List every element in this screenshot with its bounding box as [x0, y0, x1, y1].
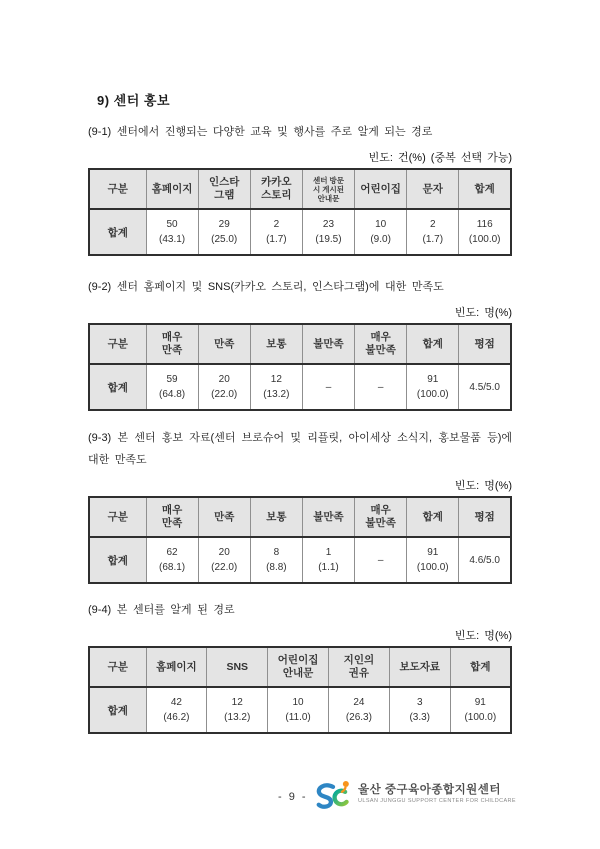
data-cell: 24 (26.3) [328, 687, 389, 733]
column-header-cell: 센터 방문 시 게시된 안내문 [302, 169, 354, 209]
column-header-cell: 불만족 [302, 497, 354, 537]
column-header-cell: 만족 [198, 497, 250, 537]
data-cell: – [355, 364, 407, 410]
subsection-9-4 [88, 599, 512, 734]
table-9-4 [88, 646, 512, 734]
table-9-1 [88, 168, 512, 256]
subsection-label: (9-2) 센터 홈페이지 및 SNS(카카오 스토리, 인스타그램)에 대한 만족도 [88, 281, 444, 293]
data-cell: 2 (1.7) [250, 209, 302, 255]
data-cell: 4.5/5.0 [459, 364, 511, 410]
column-header-cell: 매우 불만족 [355, 324, 407, 364]
section-heading: 9) 센터 홍보 [97, 93, 171, 108]
data-cell: – [302, 364, 354, 410]
data-cell: 4.6/5.0 [459, 537, 511, 583]
column-header-cell: 지인의 권유 [328, 647, 389, 687]
data-cell: 91 (100.0) [407, 537, 459, 583]
data-cell: 29 (25.0) [198, 209, 250, 255]
data-table [88, 646, 512, 734]
column-header-cell: 매우 만족 [146, 324, 198, 364]
org-logo [313, 778, 516, 810]
column-header-cell: 홈페이지 [146, 647, 207, 687]
org-name-block [358, 783, 516, 805]
frequency-note: 빈도: 명(%) [454, 307, 512, 319]
data-cell: 23 (19.5) [302, 209, 354, 255]
data-cell: 50 (43.1) [146, 209, 198, 255]
table-9-2 [88, 323, 512, 411]
data-cell: 10 (9.0) [355, 209, 407, 255]
column-header-cell: 합계 [407, 324, 459, 364]
center-swirl-logo-icon [313, 778, 353, 810]
row-label-cell: 합계 [89, 687, 146, 733]
column-header-cell: 인스타 그램 [198, 169, 250, 209]
column-header-cell: 홈페이지 [146, 169, 198, 209]
data-cell: – [355, 537, 407, 583]
data-cell: 8 (8.8) [250, 537, 302, 583]
org-name-korean: 울산 중구육아종합지원센터 [358, 784, 502, 796]
data-cell: 59 (64.8) [146, 364, 198, 410]
data-cell: 3 (3.3) [389, 687, 450, 733]
data-table [88, 496, 512, 584]
data-cell: 10 (11.0) [268, 687, 329, 733]
column-header-cell: 어린이집 [355, 169, 407, 209]
column-header-cell: 만족 [198, 324, 250, 364]
column-header-cell: 합계 [407, 497, 459, 537]
data-table [88, 168, 512, 256]
column-header-cell: 합계 [459, 169, 511, 209]
row-label-cell: 합계 [89, 537, 146, 583]
column-header-cell: 어린이집 안내문 [268, 647, 329, 687]
page-number: - 9 - [278, 791, 308, 803]
data-cell: 2 (1.7) [407, 209, 459, 255]
column-header-cell: 보도자료 [389, 647, 450, 687]
org-name-english: ULSAN JUNGGU SUPPORT CENTER FOR CHILDCARE [358, 798, 516, 804]
column-header-cell: 평점 [459, 497, 511, 537]
table-9-3 [88, 496, 512, 584]
data-cell: 12 (13.2) [207, 687, 268, 733]
column-header-cell: 카카오 스토리 [250, 169, 302, 209]
column-header-cell: 구분 [89, 497, 146, 537]
column-header-cell: 평점 [459, 324, 511, 364]
subsection-label: (9-1) 센터에서 진행되는 다양한 교육 및 행사를 주로 알게 되는 경로 [88, 126, 433, 138]
data-cell: 62 (68.1) [146, 537, 198, 583]
page-footer [0, 776, 600, 821]
data-cell: 91 (100.0) [450, 687, 511, 733]
column-header-cell: 매우 불만족 [355, 497, 407, 537]
column-header-cell: SNS [207, 647, 268, 687]
row-label-cell: 합계 [89, 364, 146, 410]
subsection-label: (9-4) 본 센터를 알게 된 경로 [88, 604, 235, 616]
column-header-cell: 구분 [89, 647, 146, 687]
data-cell: 116 (100.0) [459, 209, 511, 255]
column-header-cell: 구분 [89, 324, 146, 364]
subsection-label: (9-3) 본 센터 홍보 자료(센터 브로슈어 및 리플릿, 아이세상 소식지, 홍보물품 등)에 대한 만족도 [88, 432, 512, 466]
subsection-9-3 [88, 427, 512, 584]
frequency-note: 빈도: 명(%) [454, 630, 512, 642]
column-header-cell: 합계 [450, 647, 511, 687]
row-label-cell: 합계 [89, 209, 146, 255]
data-cell: 1 (1.1) [302, 537, 354, 583]
column-header-cell: 보통 [250, 324, 302, 364]
frequency-note: 빈도: 건(%) (중복 선택 가능) [368, 152, 512, 164]
data-table [88, 323, 512, 411]
column-header-cell: 보통 [250, 497, 302, 537]
subsection-9-1 [88, 121, 512, 256]
column-header-cell: 문자 [407, 169, 459, 209]
data-cell: 42 (46.2) [146, 687, 207, 733]
column-header-cell: 매우 만족 [146, 497, 198, 537]
data-cell: 12 (13.2) [250, 364, 302, 410]
frequency-note: 빈도: 명(%) [454, 480, 512, 492]
data-cell: 91 (100.0) [407, 364, 459, 410]
column-header-cell: 구분 [89, 169, 146, 209]
column-header-cell: 불만족 [302, 324, 354, 364]
data-cell: 20 (22.0) [198, 537, 250, 583]
data-cell: 20 (22.0) [198, 364, 250, 410]
subsection-9-2 [88, 276, 512, 411]
